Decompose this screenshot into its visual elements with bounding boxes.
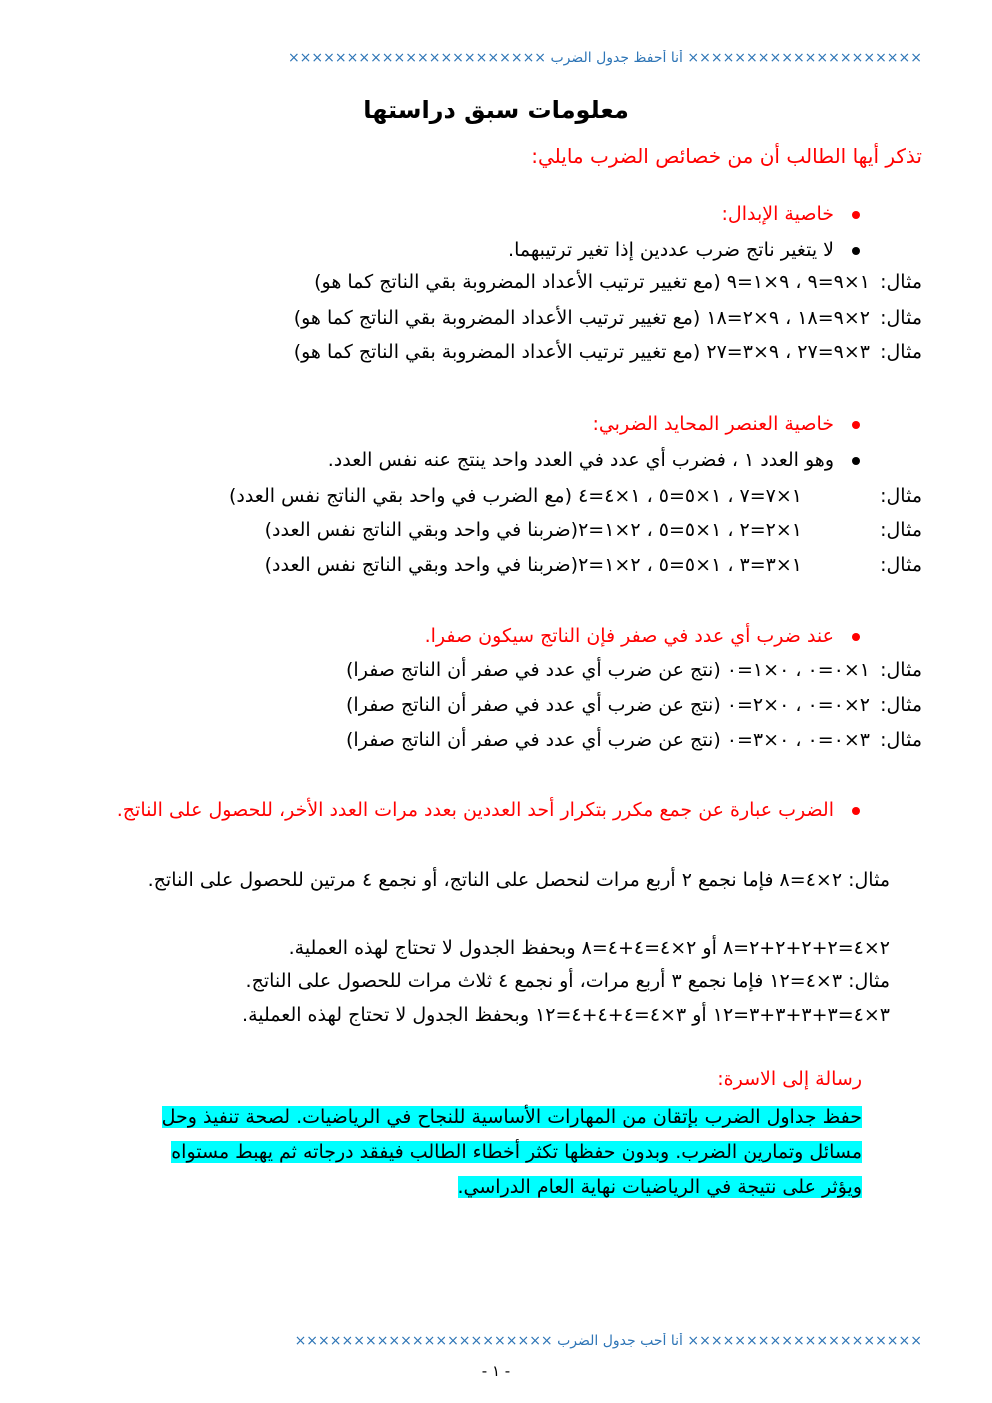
bullet-icon [852,457,860,465]
page-title: معلومات سبق دراستها [363,96,629,124]
example-text: ٣×٠=٠ ، ٠×٣=٠ (نتج عن ضرب أي عدد في صفر أن الناتج صفرا) [346,729,870,751]
heading-text: خاصية العنصر المحايد الضربي: [592,413,834,435]
example-label: مثال: [880,694,922,716]
family-message-text: حفظ جداول الضرب بإتقان من المهارات الأساسية للنجاح في الرياضيات. لصحة تنفيذ وحل مسائل وتمارين الضرب. وبدون حفظها تكثر أخطاء الطالب فيفقد درجاته ثم يهبط مستواه ويؤثر على نتيجة في الرياضيات نهاية العام الدراسي. [161,1106,862,1198]
example-label: مثال: [880,519,922,541]
bullet-icon [852,421,860,429]
rule-text: لا يتغير ناتج ضرب عددين إذا تغير ترتيبهما. [508,239,834,261]
section-heading [425,622,860,650]
example-label: مثال: [880,271,922,293]
page-header: ×××××××××××××××××××× أنا أحفظ جدول الضرب ×××××××××××××××××××××× [287,50,922,66]
page-number: - ١ - [481,1362,511,1380]
heading-text: عند ضرب أي عدد في صفر فإن الناتج سيكون صفرا. [424,625,834,647]
example-paragraph: مثال: ٣×٤=١٢ فإما نجمع ٣ أربع مرات، أو نجمع ٤ ثلاث مرات للحصول على الناتج. [245,970,890,992]
heading-text: خاصية الإبدال: [721,203,834,225]
example-label: مثال: [880,659,922,681]
section-heading [72,792,860,828]
rule-item [508,236,860,264]
page-footer: ×××××××××××××××××××× أنا أحب جدول الضرب ×××××××××××××××××××××× [294,1333,922,1349]
heading-text: الضرب عبارة عن جمع مكرر بتكرار أحد العددين بعدد مرات العدد الأخر، للحصول على الناتج. [116,799,834,821]
family-message-title: رسالة إلى الاسرة: [717,1068,862,1090]
rule-item [328,446,860,474]
example-text: ١×٣=٣ ، ١×٥=٥ ، ٢×١=٢(ضربنا في واحد وبقي الناتج نفس العدد) [264,554,802,576]
example-label: مثال: [880,307,922,329]
example-text: ١×٧=٧ ، ١×٥=٥ ، ١×٤=٤ (مع الضرب في واحد بقي الناتج نفس العدد) [228,485,802,507]
example-text: ١×٢=٢ ، ١×٥=٥ ، ٢×١=٢(ضربنا في واحد وبقي الناتج نفس العدد) [264,519,802,541]
bullet-icon [852,633,860,641]
bullet-icon [852,247,860,255]
example-label: مثال: [880,729,922,751]
example-label: مثال: [880,554,922,576]
example-text: ١×٠=٠ ، ٠×١=٠ (نتج عن ضرب أي عدد في صفر أن الناتج صفرا) [346,659,870,681]
section-heading [592,410,860,438]
section-heading [722,200,861,228]
family-message [130,1100,862,1205]
example-label: مثال: [880,341,922,363]
example-paragraph: مثال: ٢×٤=٨ فإما نجمع ٢ أربع مرات لنحصل على الناتج، أو نجمع ٤ مرتين للحصول على الناتج. [147,869,890,891]
example-text: ٣×٩=٢٧ ، ٩×٣=٢٧ (مع تغيير ترتيب الأعداد المضروبة بقي الناتج كما هو) [293,341,870,363]
example-detail: ٣×٤=٣+٣+٣+٣=١٢ أو ٣×٤=٤+٤+٤=١٢ وبحفظ الجدول لا تحتاج لهذه العملية. [242,1004,890,1026]
rule-text: وهو العدد ١ ، فضرب أي عدد في العدد واحد ينتج عنه نفس العدد. [327,449,834,471]
bullet-icon [852,807,860,815]
bullet-icon [852,211,860,219]
example-text: ٢×٩=١٨ ، ٩×٢=١٨ (مع تغيير ترتيب الأعداد المضروبة بقي الناتج كما هو) [293,307,870,329]
example-text: ١×٩=٩ ، ٩×١=٩ (مع تغيير ترتيب الأعداد المضروبة بقي الناتج كما هو) [314,271,870,293]
example-text: ٢×٠=٠ ، ٠×٢=٠ (نتج عن ضرب أي عدد في صفر أن الناتج صفرا) [346,694,870,716]
example-detail: ٢×٤=٢+٢+٢+٢=٨ أو ٢×٤=٤+٤=٨ وبحفظ الجدول لا تحتاج لهذه العملية. [288,937,890,959]
example-label: مثال: [880,485,922,507]
intro-text: تذكر أيها الطالب أن من خصائص الضرب مايلي: [531,144,922,168]
